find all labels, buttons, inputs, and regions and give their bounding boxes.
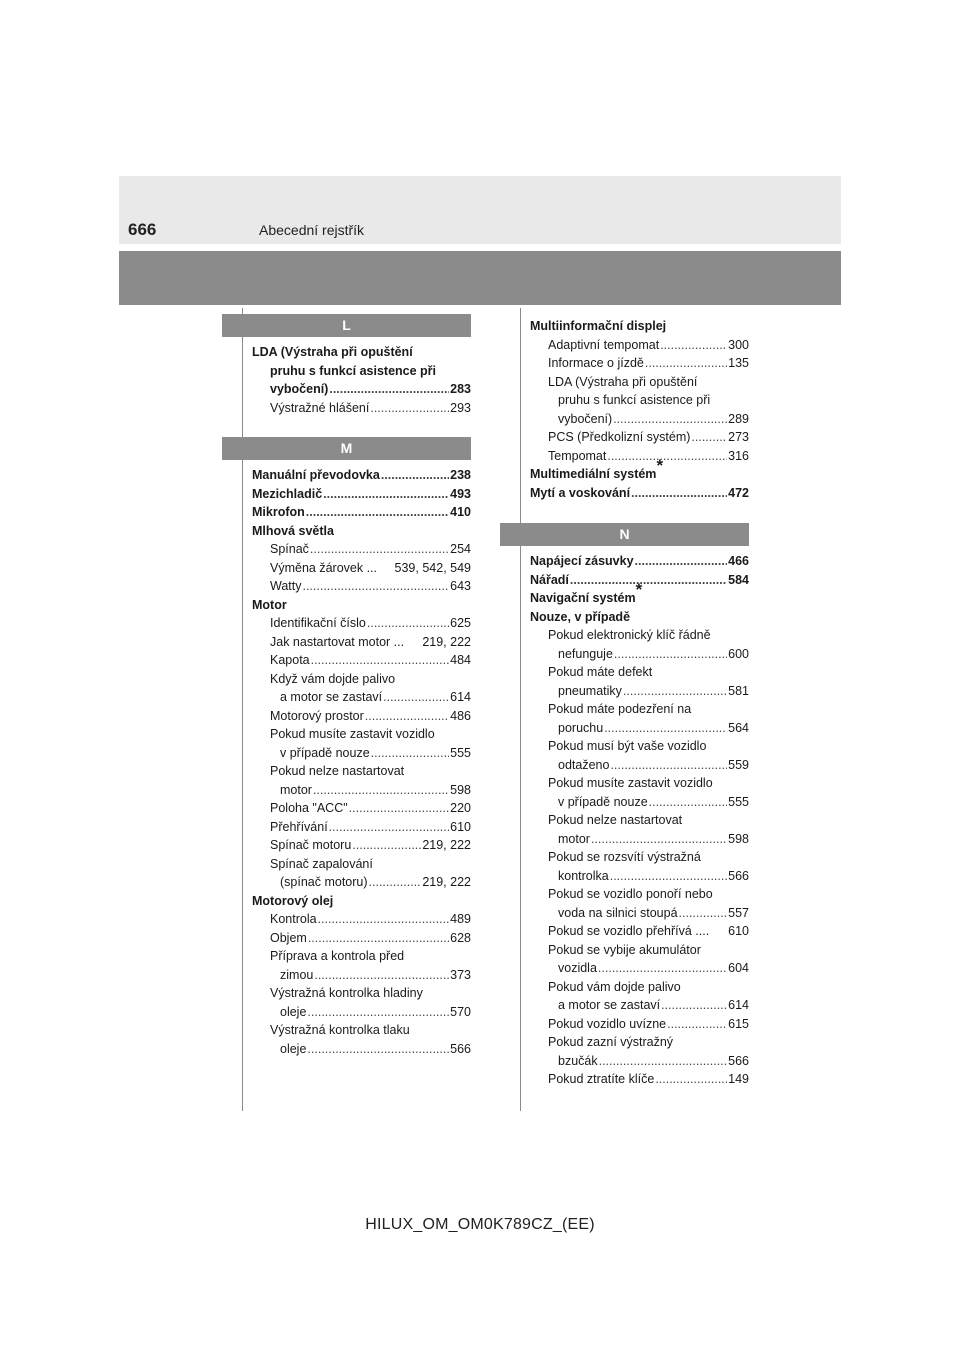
index-entry [252, 929, 471, 948]
index-entry [530, 1052, 749, 1071]
index-entry [252, 466, 471, 485]
index-entry-text: Pokud vám dojde palivo [548, 979, 681, 994]
index-entry [530, 978, 749, 997]
page-header [119, 176, 841, 244]
dot-leader [367, 614, 449, 633]
dot-leader [635, 552, 728, 571]
index-entry [252, 380, 471, 399]
index-entry [252, 873, 471, 892]
dot-leader [310, 540, 449, 559]
index-entry [530, 737, 749, 756]
letter-heading-m: M [222, 437, 471, 460]
index-entry-text: Navigační systém [530, 591, 636, 605]
dot-leader [613, 410, 727, 429]
index-entry [252, 744, 471, 763]
index-entry [252, 343, 471, 362]
index-entry-page[interactable]: 581 [728, 683, 749, 698]
index-entry-text: Pokud se vybije akumulátor [548, 942, 701, 957]
index-entry-page[interactable]: 614 [450, 690, 471, 704]
index-entry-text: Pokud nelze nastartovat [548, 813, 683, 827]
index-entry [530, 756, 749, 775]
index-entry-page[interactable]: 604 [728, 961, 749, 975]
index-entry-page[interactable]: 559 [728, 757, 749, 772]
index-entry [530, 317, 749, 336]
dot-leader [610, 756, 727, 775]
index-entry-page[interactable]: 135 [728, 356, 749, 370]
index-entry [530, 848, 749, 867]
index-entry-page[interactable]: 219, 222 [422, 875, 471, 889]
footnote-marker: * [656, 455, 664, 475]
index-entry-page[interactable]: 555 [450, 745, 471, 760]
index-entry [252, 836, 471, 855]
index-entry [252, 762, 471, 781]
dot-leader [607, 447, 727, 466]
index-entry-text: Mezichladič [252, 486, 323, 501]
index-entry-text: Jak nastartovat motor ... [270, 634, 405, 649]
index-entry-text: Poloha "ACC" [270, 801, 348, 815]
dot-leader [661, 996, 727, 1015]
dot-leader [570, 571, 727, 590]
index-entry [530, 336, 749, 355]
index-entry-page[interactable]: 600 [728, 646, 749, 661]
dot-leader [365, 707, 449, 726]
index-entry [530, 959, 749, 978]
dot-leader [667, 1015, 727, 1034]
index-entry [252, 984, 471, 1003]
index-entry [252, 651, 471, 670]
index-entry [252, 1040, 471, 1059]
index-entry [530, 1070, 749, 1089]
index-entry-text: Pokud vozidlo uvízne [548, 1016, 667, 1031]
index-entry [530, 700, 749, 719]
index-entry-page[interactable]: 625 [450, 616, 471, 630]
entries-m [222, 466, 471, 1058]
index-entry-text: Multimediální systém [530, 467, 657, 481]
index-entry-text: Kontrola [270, 912, 317, 926]
index-entry-page[interactable]: 238 [450, 468, 471, 482]
entries-n [500, 552, 749, 1089]
index-entry [252, 540, 471, 559]
index-entry [530, 941, 749, 960]
index-entry-page[interactable]: 539, 542, 549 [394, 560, 471, 575]
dot-leader [631, 484, 727, 503]
dot-leader [329, 380, 449, 399]
index-entry [530, 904, 749, 923]
dot-leader [370, 399, 449, 418]
index-entry-text: Objem [270, 930, 307, 945]
index-entry [530, 410, 749, 429]
index-entry-page[interactable]: 219, 222 [422, 634, 471, 649]
index-entry [530, 793, 749, 812]
dot-leader [306, 503, 449, 522]
index-entry [252, 855, 471, 874]
index-entry-page[interactable]: 584 [728, 572, 749, 587]
dot-leader [614, 645, 727, 664]
dot-leader [307, 1040, 449, 1059]
index-entry [530, 682, 749, 701]
dot-leader [307, 1003, 449, 1022]
dot-leader [598, 959, 727, 978]
index-column-right [500, 317, 749, 1089]
index-entry-text: Tempomat [548, 448, 607, 463]
dot-leader [323, 485, 449, 504]
index-entry [252, 362, 471, 381]
index-entry-text: Napájecí zásuvky [530, 554, 634, 568]
index-entry-text: oleje [280, 1004, 307, 1019]
index-entry-text: Adaptivní tempomat [548, 337, 660, 352]
index-entry-page[interactable]: 410 [450, 505, 471, 519]
index-entry [252, 818, 471, 837]
dot-leader [381, 466, 449, 485]
index-entry-text: Pokud máte defekt [548, 665, 653, 679]
index-entry-page[interactable]: 555 [728, 794, 749, 809]
index-entry-page[interactable]: 466 [728, 554, 749, 568]
index-entry [252, 947, 471, 966]
index-entry [530, 719, 749, 738]
index-entry-page[interactable]: 484 [450, 653, 471, 667]
index-entry-text: zimou [280, 967, 314, 982]
index-entry [530, 608, 749, 627]
dot-leader [318, 910, 450, 929]
index-entry-text: Kapota [270, 653, 310, 667]
index-entry-text: Pokud elektronický klíč řádně [548, 628, 711, 642]
index-entry [252, 559, 471, 578]
index-column-left [222, 314, 471, 1058]
index-entry-page[interactable]: 493 [450, 486, 471, 501]
dot-leader [352, 836, 421, 855]
page-number: 666 [128, 220, 157, 239]
index-entry [252, 485, 471, 504]
index-entry [252, 596, 471, 615]
dot-leader [679, 904, 728, 923]
index-entry-text: a motor se zastaví [280, 690, 383, 704]
index-entry [252, 966, 471, 985]
index-entry-text: Pokud musí být vaše vozidlo [548, 739, 707, 753]
index-entry-page[interactable]: 283 [450, 382, 471, 396]
index-entry-text: Když vám dojde palivo [270, 671, 396, 686]
index-entry [252, 688, 471, 707]
index-entry-page[interactable]: 566 [728, 868, 749, 883]
dot-leader [313, 781, 449, 800]
index-entry [252, 725, 471, 744]
dot-leader [302, 577, 449, 596]
index-entry-page[interactable]: 610 [728, 924, 749, 938]
index-entry-text: v případě nouze [280, 745, 370, 760]
index-entry-text: a motor se zastaví [558, 998, 661, 1012]
index-entry-text: Pokud ztratíte klíče [548, 1072, 655, 1086]
index-entry-page[interactable]: 316 [728, 448, 749, 463]
index-entry [530, 447, 749, 466]
index-entry-text: kontrolka [558, 868, 609, 883]
dot-leader [329, 818, 449, 837]
index-entry-text: oleje [280, 1041, 307, 1056]
index-entry-page[interactable]: 610 [450, 819, 471, 834]
dot-leader [610, 867, 727, 886]
index-entry [252, 577, 471, 596]
dot-leader [308, 929, 449, 948]
index-entry-text: odtaženo [558, 757, 610, 772]
index-entry-text: Multiinformační displej [530, 319, 667, 333]
index-entry-page[interactable]: 293 [450, 400, 471, 415]
index-entry-text: Spínač zapalování [270, 856, 373, 871]
index-entry-page[interactable]: 598 [450, 782, 471, 797]
index-entry-page[interactable]: 643 [450, 579, 471, 593]
dot-leader [311, 651, 450, 670]
index-entry-text: LDA (Výstraha při opuštění [548, 374, 698, 389]
index-entry-page[interactable]: 566 [450, 1041, 471, 1056]
index-entry-text: pruhu s funkcí asistence při [270, 363, 437, 378]
index-entry-text: Výměna žárovek ... [270, 560, 377, 575]
dot-leader [691, 428, 727, 447]
index-entry [530, 1033, 749, 1052]
index-entry-page[interactable]: 289 [728, 411, 749, 426]
index-entry-text: Přehřívání [270, 819, 328, 834]
index-entry-text: Motorový olej [252, 893, 334, 908]
index-entry-page[interactable]: 149 [728, 1072, 749, 1086]
letter-heading-l: L [222, 314, 471, 337]
dot-leader [591, 830, 727, 849]
dot-leader [599, 1052, 728, 1071]
index-entry [530, 996, 749, 1015]
index-entry-text: pneumatiky [558, 683, 622, 698]
index-entry-page[interactable]: 220 [450, 801, 471, 815]
index-entry-text: Pokud se vozidlo přehřívá .... [548, 924, 710, 938]
index-entry-text: voda na silnici stoupá [558, 905, 678, 920]
index-entry-text: Pokud se rozsvítí výstražná [548, 850, 701, 864]
index-entry [530, 922, 749, 941]
index-entry [252, 799, 471, 818]
dot-leader [655, 1070, 727, 1089]
index-entry-page[interactable]: 598 [728, 831, 749, 846]
footnote-marker: * [635, 579, 643, 599]
index-entry-text: Pokud se vozidlo ponoří nebo [548, 887, 713, 901]
index-entry-page[interactable]: 570 [450, 1004, 471, 1019]
index-entry-page[interactable]: 472 [728, 485, 749, 500]
index-entry-text: Pokud musíte zastavit vozidlo [548, 776, 713, 790]
dot-leader [623, 682, 727, 701]
header-band [119, 251, 841, 305]
index-entry-text: Mlhová světla [252, 523, 334, 538]
index-entry [252, 522, 471, 541]
index-entry-page[interactable]: 557 [728, 905, 749, 920]
letter-heading-n: N [500, 523, 749, 546]
index-entry-text: Pokud máte podezření na [548, 702, 692, 716]
index-entry-text: Spínač [270, 542, 309, 556]
index-entry-text: Motor [252, 597, 287, 612]
dot-leader [645, 354, 727, 373]
index-entry [252, 614, 471, 633]
index-entry [530, 885, 749, 904]
index-entry-text: Nářadí [530, 572, 569, 587]
entries-m-continued [500, 317, 749, 502]
index-entry-text: poruchu [558, 720, 604, 735]
section-title: Abecední rejstřík [259, 222, 365, 238]
index-entry [530, 354, 749, 373]
index-entry-page[interactable]: 486 [450, 708, 471, 723]
index-entry-page[interactable]: 273 [728, 430, 749, 444]
index-entry-text: Identifikační číslo [270, 616, 366, 630]
index-entry-text: v případě nouze [558, 794, 648, 809]
dot-leader [314, 966, 449, 985]
index-entry-text: Watty [270, 579, 302, 593]
index-entry-text: (spínač motoru) [280, 875, 368, 889]
index-entry [252, 633, 471, 652]
index-entry-text: Pokud nelze nastartovat [270, 764, 405, 778]
index-entry [530, 830, 749, 849]
index-entry-page[interactable]: 628 [450, 930, 471, 945]
index-entry-page[interactable]: 566 [728, 1053, 749, 1068]
index-entry-page[interactable]: 615 [728, 1016, 749, 1031]
index-entry-page[interactable]: 254 [450, 542, 471, 556]
index-entry [252, 910, 471, 929]
index-entry-text: Nouze, v případě [530, 609, 631, 624]
dot-leader [649, 793, 727, 812]
index-entry-page[interactable]: 614 [728, 998, 749, 1012]
index-entry-text: PCS (Předkolizní systém) [548, 430, 691, 444]
entries-l [222, 343, 471, 417]
index-entry-text: motor [280, 782, 312, 797]
index-entry-text: Mytí a voskování [530, 485, 631, 500]
index-entry-text: Výstražné hlášení [270, 400, 370, 415]
index-entry [530, 428, 749, 447]
dot-leader [369, 873, 422, 892]
index-entry [530, 391, 749, 410]
dot-leader [371, 744, 449, 763]
index-entry [252, 1021, 471, 1040]
index-entry [252, 707, 471, 726]
index-entry-page[interactable]: 373 [450, 967, 471, 982]
index-entry-text: Pokud musíte zastavit vozidlo [270, 727, 435, 741]
dot-leader [383, 688, 449, 707]
index-entry-text: Příprava a kontrola před [270, 949, 405, 963]
index-entry [530, 626, 749, 645]
index-entry [252, 399, 471, 418]
index-entry-page[interactable]: 564 [728, 720, 749, 735]
index-entry [530, 373, 749, 392]
index-entry [530, 552, 749, 571]
index-entry-text: vybočení) [558, 411, 613, 426]
index-entry [530, 645, 749, 664]
index-entry-text: Manuální převodovka [252, 468, 380, 482]
document-code: HILUX_OM_OM0K789CZ_(EE) [365, 1216, 595, 1233]
index-entry-text: Pokud zazní výstražný [548, 1035, 674, 1049]
index-entry [252, 503, 471, 522]
index-entry-page[interactable]: 219, 222 [422, 838, 471, 852]
index-entry-text: Výstražná kontrolka tlaku [270, 1023, 410, 1037]
index-entry [530, 774, 749, 793]
index-entry-text: bzučák [558, 1053, 598, 1068]
index-entry [530, 1015, 749, 1034]
index-entry-text: vybočení) [270, 382, 329, 396]
index-entry-text: LDA (Výstraha při opuštění [252, 345, 413, 359]
index-entry-text: Informace o jízdě [548, 356, 644, 370]
index-entry-text: Výstražná kontrolka hladiny [270, 986, 423, 1000]
index-entry-text: Mikrofon [252, 505, 305, 519]
index-entry [252, 1003, 471, 1022]
index-entry [252, 670, 471, 689]
index-entry [530, 484, 749, 503]
dot-leader [604, 719, 727, 738]
index-entry-text: Spínač motoru [270, 838, 352, 852]
index-entry-text: nefunguje [558, 646, 613, 661]
index-entry-page[interactable]: 300 [728, 337, 749, 352]
index-entry [530, 663, 749, 682]
dot-leader [349, 799, 449, 818]
index-entry [530, 811, 749, 830]
index-entry [530, 867, 749, 886]
index-entry-text: Motorový prostor [270, 708, 364, 723]
dot-leader [660, 336, 727, 355]
index-entry [252, 781, 471, 800]
index-entry-text: pruhu s funkcí asistence při [558, 393, 711, 407]
index-entry-page[interactable]: 489 [450, 912, 471, 926]
index-entry-text: motor [558, 831, 590, 846]
index-entry-text: vozidla [558, 961, 597, 975]
index-entry [252, 892, 471, 911]
